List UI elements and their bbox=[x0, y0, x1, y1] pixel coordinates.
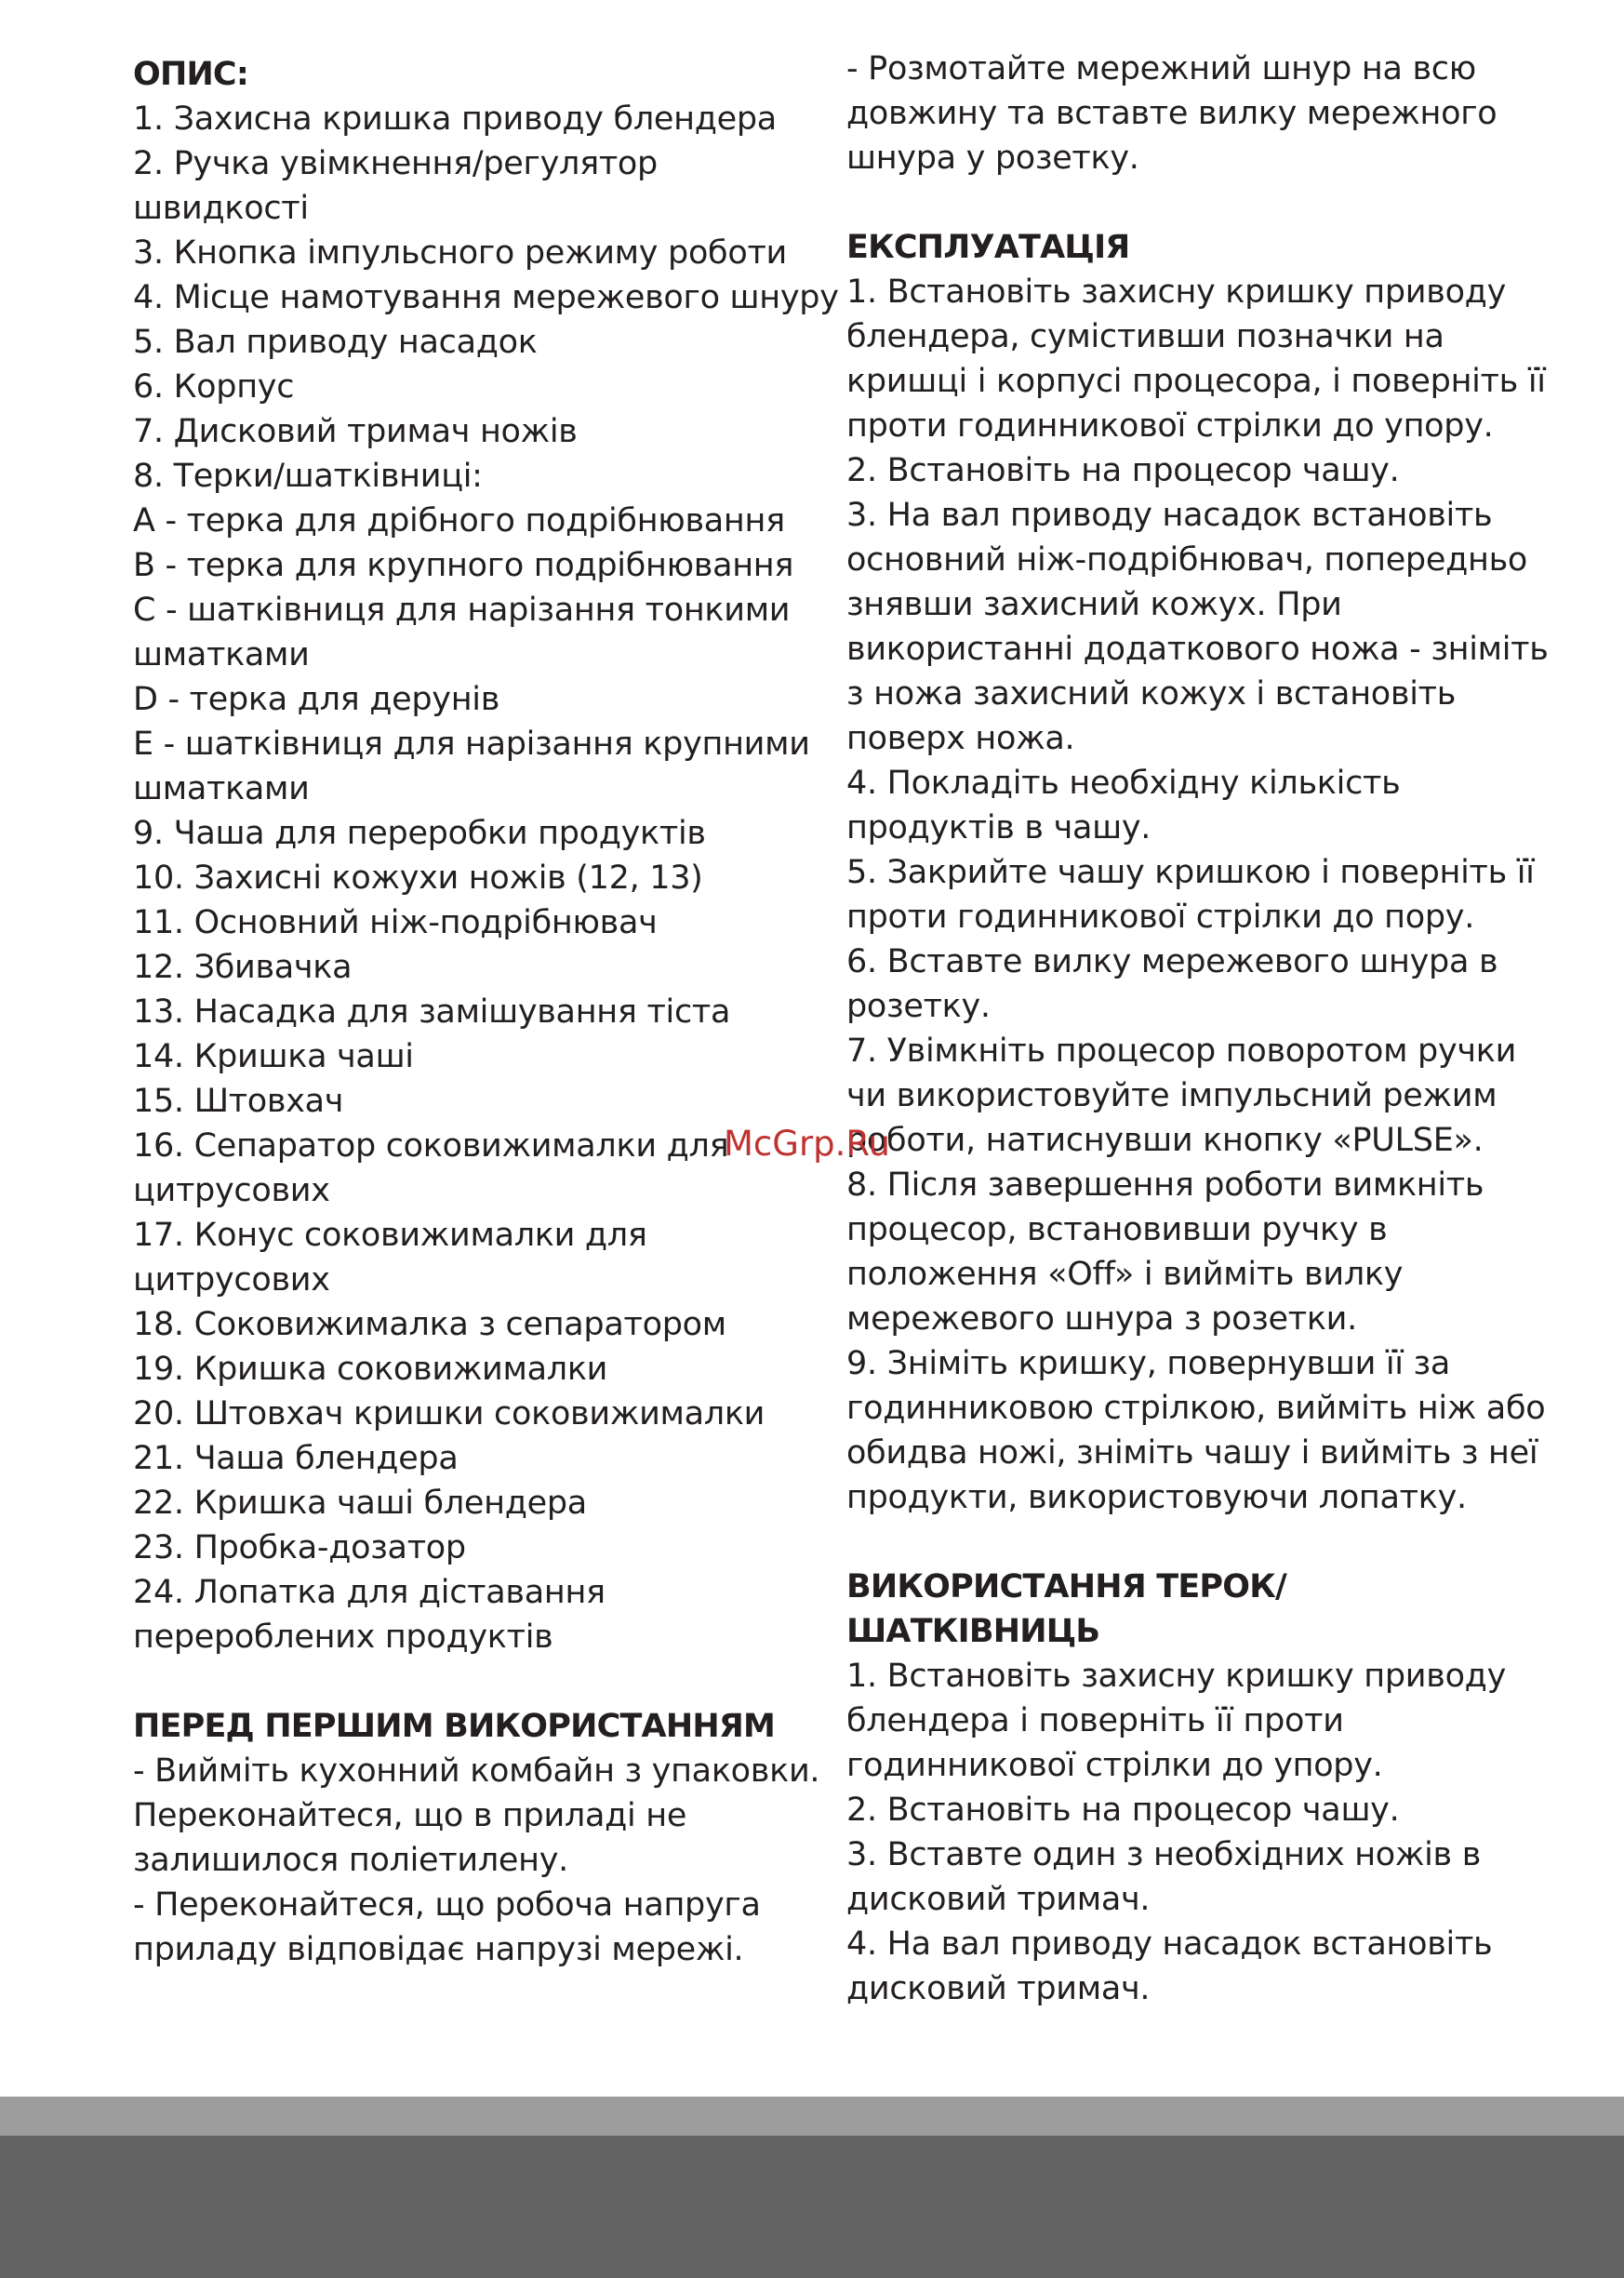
text-line: блендера, сумістивши позначки на bbox=[846, 318, 1444, 355]
text-line: C - шатківниця для нарізання тонкими bbox=[133, 592, 791, 629]
text-line: 9. Чаша для переробки продуктів bbox=[133, 815, 706, 852]
text-line: 1. Встановіть захисну кришку приводу bbox=[846, 273, 1506, 311]
text-line: 2. Встановіть на процесор чашу. bbox=[846, 1792, 1400, 1829]
text-line: цитрусових bbox=[133, 1172, 330, 1209]
text-line: продукти, використовуючи лопатку. bbox=[846, 1479, 1467, 1516]
text-line: дисковий тримач. bbox=[846, 1970, 1151, 2007]
section-heading-description: ОПИС: bbox=[133, 56, 249, 93]
text-line: цитрусових bbox=[133, 1261, 330, 1299]
graters-steps bbox=[846, 1654, 1516, 2011]
text-line: 4. Місце намотування мережевого шнуру bbox=[133, 279, 839, 316]
text-line: 1. Захисна кришка приводу блендера bbox=[133, 100, 777, 138]
text-line: - Переконайтеся, що робоча напруга bbox=[133, 1886, 761, 1924]
text-line: 18. Соковижималка з сепаратором bbox=[133, 1306, 726, 1343]
before-first-use-text bbox=[133, 1749, 821, 1972]
text-line: 21. Чаша блендера bbox=[133, 1440, 459, 1477]
text-line: годинникової стрілки до упору. bbox=[846, 1747, 1383, 1784]
footer-band-dark bbox=[0, 2136, 1624, 2278]
text-line: E - шатківниця для нарізання крупними bbox=[133, 726, 810, 763]
text-line: перероблених продуктів bbox=[133, 1619, 553, 1656]
text-line: 6. Корпус bbox=[133, 368, 295, 406]
text-line: 4. Покладіть необхідну кількість bbox=[846, 765, 1401, 802]
section-heading-operation: ЕКСПЛУАТАЦІЯ bbox=[846, 229, 1130, 266]
text-line: мережевого шнура з розетки. bbox=[846, 1300, 1357, 1338]
text-line: чи використовуйте імпульсний режим bbox=[846, 1077, 1498, 1114]
text-line: 15. Штовхач bbox=[133, 1083, 344, 1120]
intro-text bbox=[846, 47, 1516, 180]
text-line: 9. Зніміть кришку, повернувши її за bbox=[846, 1345, 1450, 1382]
text-line: процесор, встановивши ручку в bbox=[846, 1211, 1388, 1248]
description-list bbox=[133, 97, 839, 1659]
text-line: проти годинникової стрілки до пору. bbox=[846, 899, 1475, 936]
text-line: 17. Конус соковижималки для bbox=[133, 1217, 647, 1254]
text-line: приладу відповідає напрузі мережі. bbox=[133, 1931, 744, 1968]
text-line: 19. Кришка соковижималки bbox=[133, 1351, 608, 1388]
text-line: 7. Увімкніть процесор поворотом ручки bbox=[846, 1032, 1517, 1070]
text-line: з ножа захисний кожух і встановіть bbox=[846, 675, 1457, 713]
text-line: 3. На вал приводу насадок встановіть bbox=[846, 497, 1493, 534]
text-line: Переконайтеся, що в приладі не bbox=[133, 1797, 687, 1834]
text-line: 4. На вал приводу насадок встановіть bbox=[846, 1925, 1493, 1963]
spacer bbox=[133, 1659, 821, 1704]
text-line: 16. Сепаратор соковижималки для bbox=[133, 1127, 729, 1165]
text-line: знявши захисний кожух. При bbox=[846, 586, 1342, 623]
watermark-text: McGrp.Ru bbox=[724, 1124, 890, 1164]
text-line: роботи, натиснувши кнопку «PULSE». bbox=[846, 1122, 1484, 1159]
text-line: проти годинникової стрілки до упору. bbox=[846, 407, 1494, 445]
text-line: 2. Ручка увімкнення/регулятор bbox=[133, 145, 658, 182]
left-column bbox=[133, 52, 839, 1972]
text-line: 14. Кришка чаші bbox=[133, 1038, 414, 1075]
text-line: 11. Основний ніж-подрібнювач bbox=[133, 904, 658, 941]
footer-band-light bbox=[0, 2097, 1624, 2136]
text-line: 24. Лопатка для діставання bbox=[133, 1574, 606, 1611]
text-line: положення «Off» і вийміть вилку bbox=[846, 1256, 1404, 1293]
text-line: шматками bbox=[133, 636, 310, 673]
text-line: 23. Пробка-дозатор bbox=[133, 1529, 466, 1566]
text-line: 1. Встановіть захисну кришку приводу bbox=[846, 1658, 1506, 1695]
text-line: A - терка для дрібного подрібнювання bbox=[133, 502, 785, 540]
text-line: 5. Закрийте чашу кришкою і поверніть її bbox=[846, 854, 1535, 891]
text-line: шматками bbox=[133, 770, 310, 807]
operation-steps bbox=[846, 270, 1549, 1520]
text-line: залишилося поліетилену. bbox=[133, 1842, 568, 1879]
right-column bbox=[846, 47, 1549, 2011]
text-line: основний ніж-подрібнювач, попередньо bbox=[846, 541, 1528, 579]
text-line: 7. Дисковий тримач ножів bbox=[133, 413, 578, 450]
text-line: продуктів в чашу. bbox=[846, 809, 1151, 846]
text-line: кришці і корпусі процесора, і поверніть її bbox=[846, 363, 1546, 400]
spacer bbox=[846, 1520, 1516, 1565]
section-heading-before-first-use: ПЕРЕД ПЕРШИМ ВИКОРИСТАННЯМ bbox=[133, 1708, 776, 1745]
text-line: 2. Встановіть на процесор чашу. bbox=[846, 452, 1400, 489]
text-line: 22. Кришка чаші блендера bbox=[133, 1485, 587, 1522]
text-line: D - терка для дерунів bbox=[133, 681, 500, 718]
text-line: 8. Після завершення роботи вимкніть bbox=[846, 1166, 1484, 1204]
text-line: блендера і поверніть її проти bbox=[846, 1702, 1344, 1739]
text-line: поверх ножа. bbox=[846, 720, 1075, 757]
text-line: - Вийміть кухонний комбайн з упаковки. bbox=[133, 1752, 820, 1790]
text-line: 5. Вал приводу насадок bbox=[133, 324, 538, 361]
text-line: B - терка для крупного подрібнювання bbox=[133, 547, 794, 584]
text-line: розетку. bbox=[846, 988, 991, 1025]
text-line: 3. Кнопка імпульсного режиму роботи bbox=[133, 234, 787, 272]
text-line: годинниковою стрілкою, вийміть ніж або bbox=[846, 1390, 1546, 1427]
text-line: 12. Збивачка bbox=[133, 949, 353, 986]
spacer bbox=[846, 180, 1516, 225]
text-line: 20. Штовхач кришки соковижималки bbox=[133, 1395, 765, 1432]
text-line: 13. Насадка для замішування тіста bbox=[133, 993, 731, 1031]
section-heading-graters: ВИКОРИСТАННЯ ТЕРОК/ШАТКІВНИЦЬ bbox=[846, 1568, 1287, 1650]
text-line: дисковий тримач. bbox=[846, 1881, 1151, 1918]
text-line: - Розмотайте мережний шнур на всю bbox=[846, 50, 1476, 87]
text-line: обидва ножі, зніміть чашу і вийміть з неї bbox=[846, 1434, 1538, 1472]
text-line: довжину та вставте вилку мережного bbox=[846, 95, 1498, 132]
text-line: 6. Вставте вилку мережевого шнура в bbox=[846, 943, 1498, 980]
text-line: 3. Вставте один з необхідних ножів в bbox=[846, 1836, 1482, 1873]
text-line: 8. Терки/шатківниці: bbox=[133, 458, 483, 495]
text-line: 10. Захисні кожухи ножів (12, 13) bbox=[133, 859, 703, 897]
text-line: використанні додаткового ножа - зніміть bbox=[846, 631, 1549, 668]
text-line: швидкості bbox=[133, 190, 309, 227]
text-line: шнура у розетку. bbox=[846, 140, 1139, 177]
